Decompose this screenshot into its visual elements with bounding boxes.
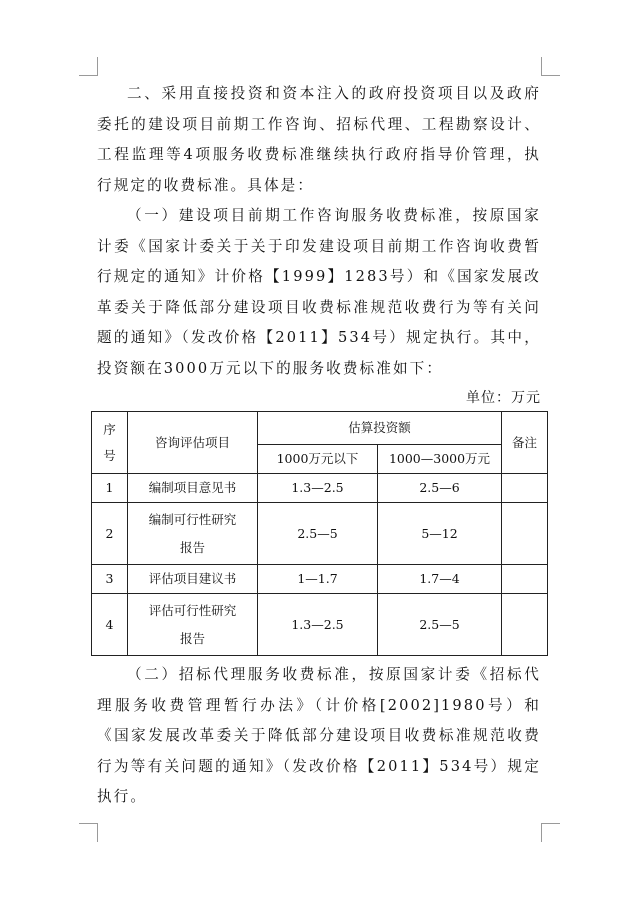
- row-item: 评估可行性研究报告: [128, 594, 258, 656]
- item-2-paragraph: （二）招标代理服务收费标准，按原国家计委《招标代理服务收费管理暂行办法》（计价格[2002]1980号）和《国家发展改革委关于降低部分建设项目收费标准规范收费行为等有关问题的通知》（发改价格【2011】534号）规定执行。: [97, 666, 541, 805]
- header-investment: 估算投资额: [258, 412, 502, 445]
- row-high: 2.5—5: [378, 594, 502, 656]
- row-no: 1: [92, 474, 128, 503]
- header-range-high: 1000—3000万元: [378, 445, 502, 474]
- table-row: [92, 503, 548, 565]
- row-low: 1—1.7: [258, 565, 378, 594]
- crop-mark-top-right: [541, 57, 560, 76]
- row-high: 2.5—6: [378, 474, 502, 503]
- row-remark: [502, 565, 548, 594]
- row-remark: [502, 474, 548, 503]
- row-no: 2: [92, 503, 128, 565]
- section-2-paragraph: 二、采用直接投资和资本注入的政府投资项目以及政府委托的建设项目前期工作咨询、招标代理、工程勘察设计、工程监理等4项服务收费标准继续执行政府指导价管理，执行规定的收费标准。具体是：: [97, 85, 541, 194]
- row-low: 2.5—5: [258, 503, 378, 565]
- table-row: [92, 594, 548, 656]
- row-item: 编制可行性研究报告: [128, 503, 258, 565]
- row-low: 1.3—2.5: [258, 474, 378, 503]
- header-remark: 备注: [502, 412, 548, 474]
- row-no: 3: [92, 565, 128, 594]
- item-1-paragraph: （一）建设项目前期工作咨询服务收费标准，按原国家计委《国家计委关于关于印发建设项目前期工作咨询收费暂行规定的通知》计价格【1999】1283号）和《国家发展改革委关于降低部分建设项目收费标准规范收费行为等有关问题的通知》（发改价格【2011】534号）规定执行。其中，投资额在3000万元以下的服务收费标准如下：: [97, 207, 541, 377]
- header-range-low: 1000万元以下: [258, 445, 378, 474]
- header-no: 序号: [92, 412, 128, 474]
- row-no: 4: [92, 594, 128, 656]
- crop-mark-bottom-right: [541, 823, 560, 842]
- crop-mark-top-left: [79, 57, 98, 76]
- row-item: 编制项目意见书: [128, 474, 258, 503]
- fee-standard-table: [91, 411, 548, 656]
- document-body: [97, 79, 541, 813]
- row-high: 5—12: [378, 503, 502, 565]
- header-item: 咨询评估项目: [128, 412, 258, 474]
- row-remark: [502, 503, 548, 565]
- row-item: 评估项目建议书: [128, 565, 258, 594]
- unit-label: 单位：万元: [466, 390, 541, 406]
- row-high: 1.7—4: [378, 565, 502, 594]
- row-remark: [502, 594, 548, 656]
- table-row: [92, 565, 548, 594]
- crop-mark-bottom-left: [79, 823, 98, 842]
- table-row: [92, 474, 548, 503]
- row-low: 1.3—2.5: [258, 594, 378, 656]
